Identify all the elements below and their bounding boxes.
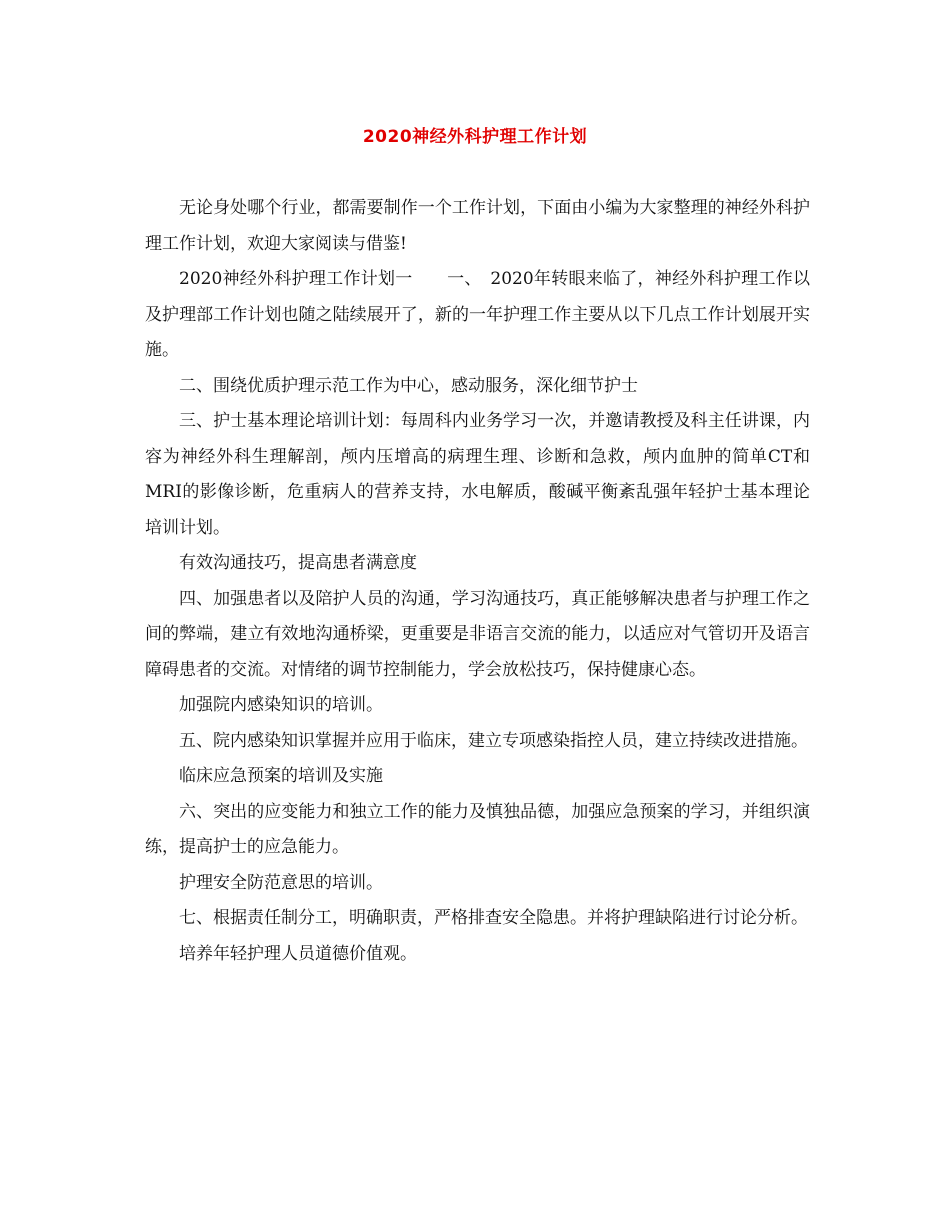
paragraph-section-six: 六、突出的应变能力和独立工作的能力及慎独品德，加强应急预案的学习，并组织演练，提高护士的应急能力。: [145, 801, 810, 857]
paragraph-intro: 无论身处哪个行业，都需要制作一个工作计划，下面由小编为大家整理的神经外科护理工作计划，欢迎大家阅读与借鉴!: [145, 198, 810, 254]
paragraph-communication-heading: 有效沟通技巧，提高患者满意度: [179, 553, 417, 573]
paragraph-safety-heading: 护理安全防范意思的培训。: [179, 872, 383, 893]
paragraph-section-three: 三、护士基本理论培训计划：每周科内业务学习一次，并邀请教授及科主任讲课，内容为神经外科生理解剖，颅内压增高的病理生理、诊断和急救，颅内血肿的简单CT和MRI的影像诊断，危重病人的营养支持，水电解质，酸碱平衡紊乱强年轻护士基本理论培训计划。: [145, 411, 810, 538]
document-title: 2020神经外科护理工作计划: [362, 127, 588, 147]
document-body: [145, 191, 810, 972]
paragraph-section-seven: 七、根据责任制分工，明确职责，严格排查安全隐患。并将护理缺陷进行讨论分析。: [179, 908, 808, 928]
paragraph-section-four: 四、加强患者以及陪护人员的沟通，学习沟通技巧，真正能够解决患者与护理工作之间的弊端，建立有效地沟通桥梁，更重要是非语言交流的能力，以适应对气管切开及语言障碍患者的交流。对情绪的调节控制能力，学会放松技巧，保持健康心态。: [145, 588, 810, 680]
paragraph-emergency-heading: 临床应急预案的培训及实施: [179, 766, 383, 786]
paragraph-section-five: 五、院内感染知识掌握并应用于临床，建立专项感染指控人员，建立持续改进措施。: [179, 730, 808, 751]
paragraph-infection-heading: 加强院内感染知识的培训。: [179, 695, 383, 715]
paragraph-section-two: 二、围绕优质护理示范工作为中心，感动服务，深化细节护士: [179, 375, 638, 396]
paragraph-plan-one: 2020神经外科护理工作计划一 一、 2020年转眼来临了，神经外科护理工作以及护理部工作计划也随之陆续展开了，新的一年护理工作主要从以下几点工作计划展开实施。: [145, 269, 810, 360]
paragraph-ethics-heading: 培养年轻护理人员道德价值观。: [179, 943, 417, 964]
